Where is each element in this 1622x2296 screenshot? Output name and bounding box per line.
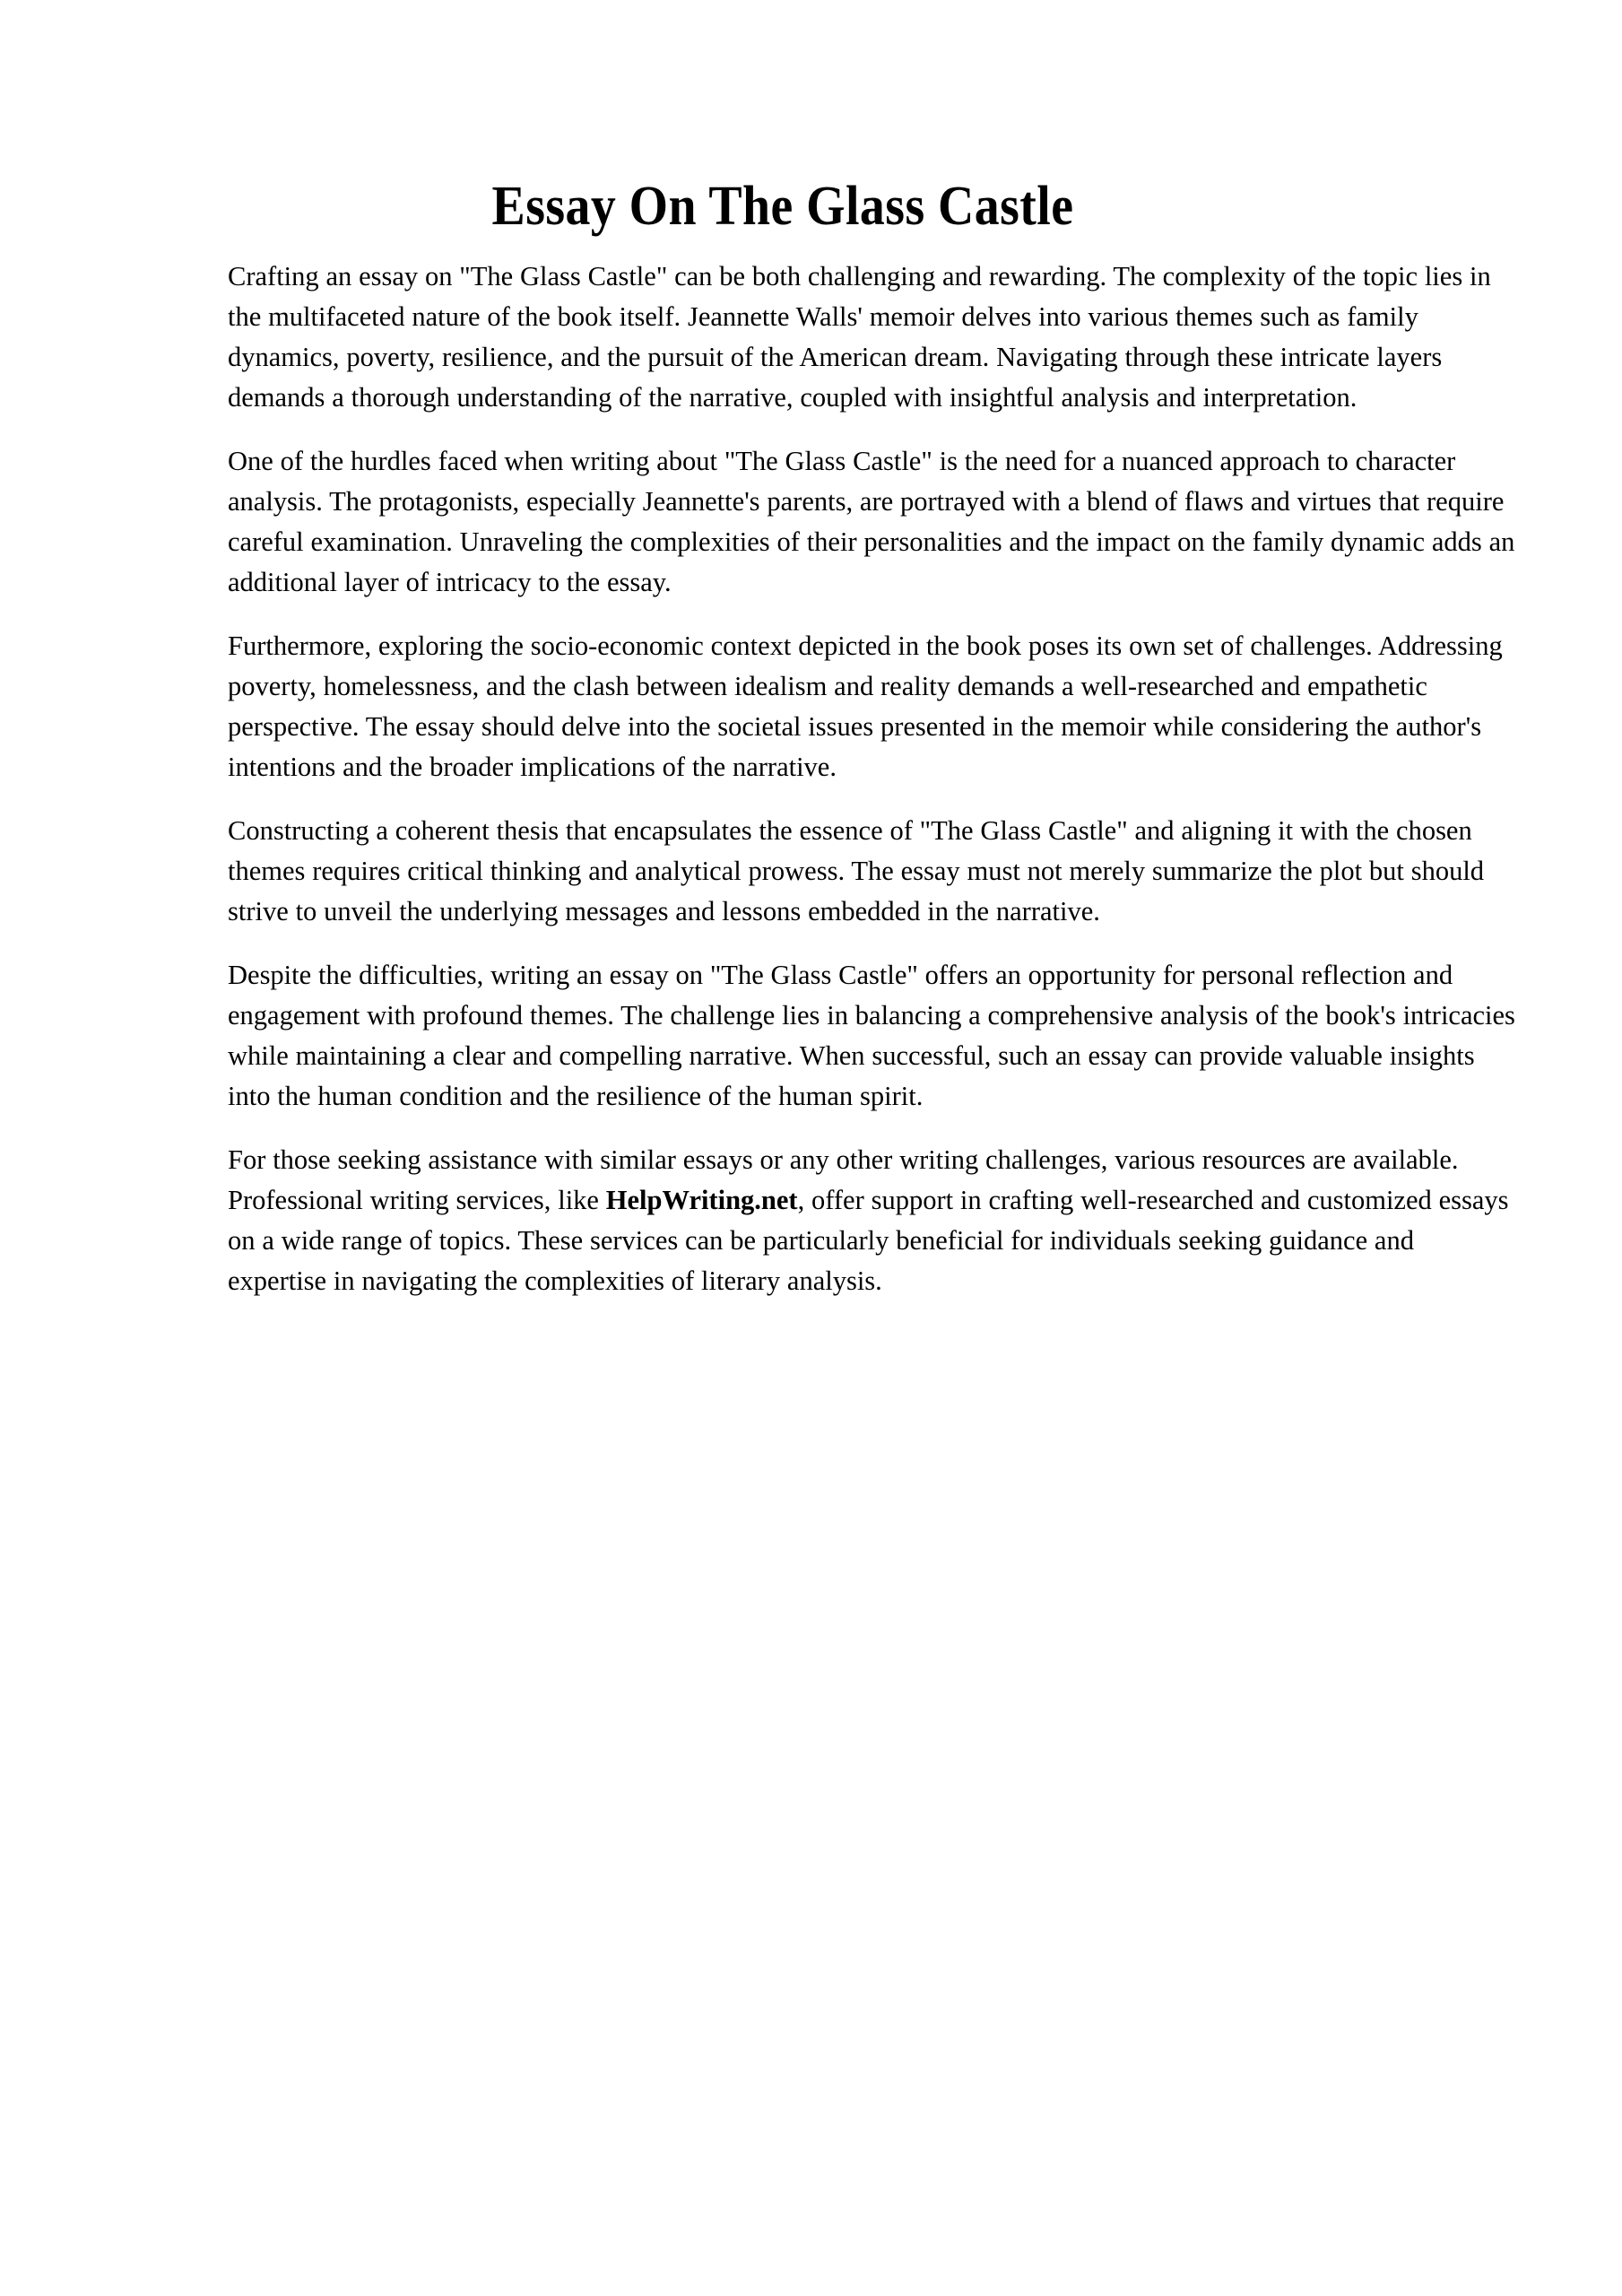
paragraph-5: Despite the difficulties, writing an essay on "The Glass Castle" offers an opportunity for personal reflection and engagement with profound themes. The challenge lies in balancing a comprehensive analysis of the book's intricacies while maintaining a clear and compelling narrative. When successful, such an essay can provide valuable insights into the human condition and the resilience of the human spirit. [228, 960, 1515, 1111]
paragraph-1: Crafting an essay on "The Glass Castle" can be both challenging and rewarding. The complexity of the topic lies in the multifaceted nature of the book itself. Jeannette Walls' memoir delves into various themes such as family dynamics, poverty, resilience, and the pursuit of the American dream. Navigating through these intricate layers demands a thorough understanding of the narrative, coupled with insightful analysis and interpretation. [228, 261, 1491, 413]
paragraph-4: Constructing a coherent thesis that encapsulates the essence of "The Glass Castle" and aligning it with the chosen themes requires critical thinking and analytical prowess. The essay must not merely summarize the plot but should strive to unveil the underlying messages and lessons embedded in the narrative. [228, 815, 1485, 926]
paragraph-6 [228, 1140, 1515, 1301]
page-title: Essay On The Glass Castle [491, 175, 1074, 237]
helpwriting-brand-name: HelpWriting.net [605, 1185, 798, 1215]
paragraph-6-lead-text: For those seeking assistance with similar essays or any other writing challenges, various resources are available. Professional writing services, like [228, 1144, 1459, 1215]
paragraph-6-trailing-text: , offer support in crafting well-researched and customized essays on a wide range of topics. These services can be particularly beneficial for individuals seeking guidance and expertise in navigating the complexities of literary analysis. [228, 1185, 1509, 1296]
paragraph-2: One of the hurdles faced when writing about "The Glass Castle" is the need for a nuanced approach to character analysis. The protagonists, especially Jeannette's parents, are portrayed with a blend of flaws and virtues that require careful examination. Unraveling the complexities of their personalities and the impact on the family dynamic adds an additional layer of intricacy to the essay. [228, 446, 1515, 597]
paragraph-3: Furthermore, exploring the socio-economic context depicted in the book poses its own set of challenges. Addressing poverty, homelessness, and the clash between idealism and reality demands a well-researched and empathetic perspective. The essay should delve into the societal issues presented in the memoir while considering the author's intentions and the broader implications of the narrative. [228, 631, 1503, 782]
document-body [228, 257, 1515, 1301]
